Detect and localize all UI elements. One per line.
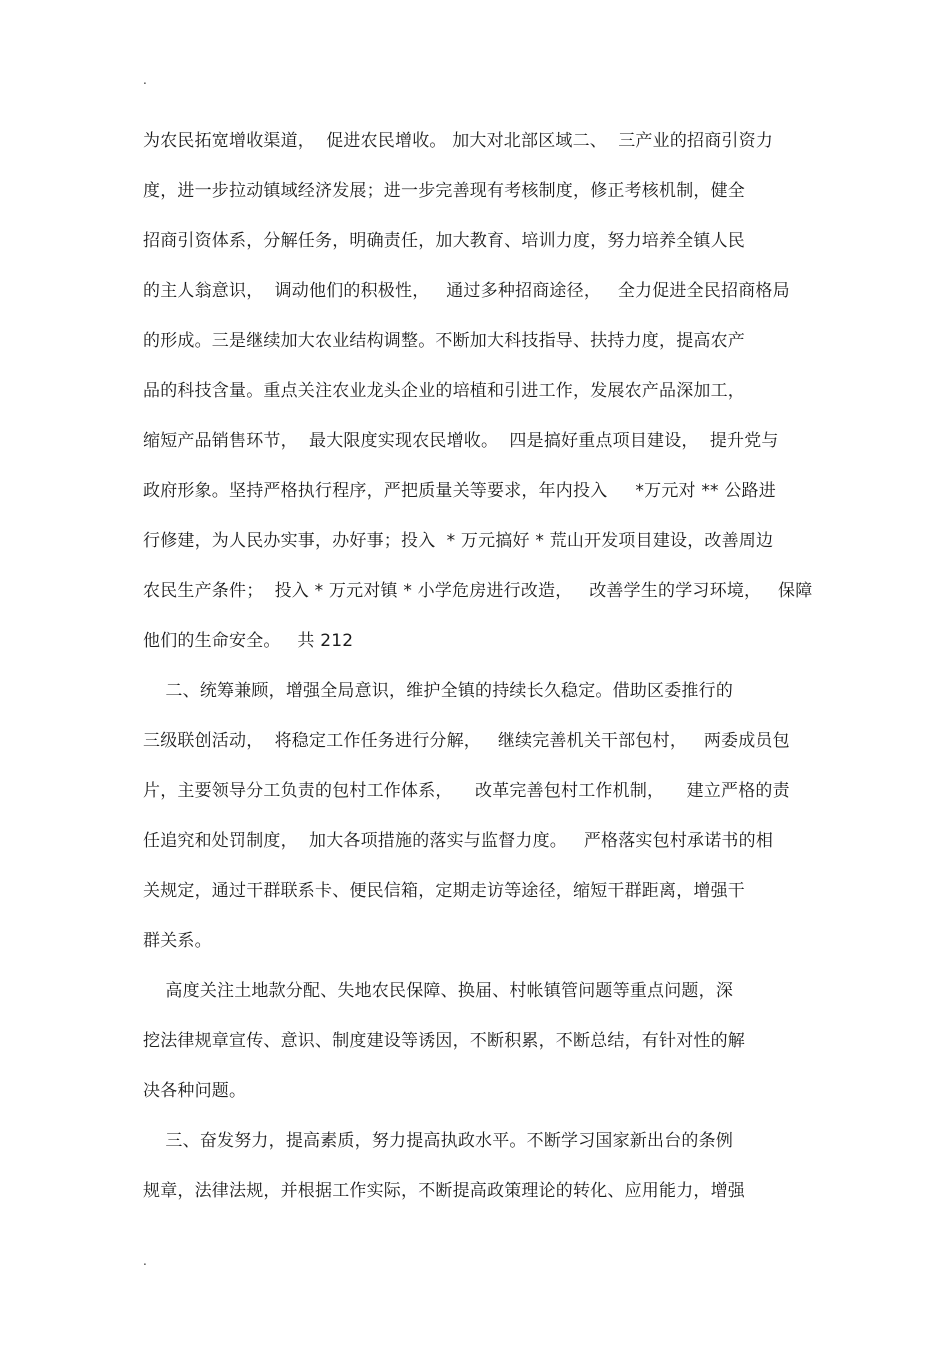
text-line: 他们的生命安全。 共 212 — [143, 631, 354, 651]
text-line: 任追究和处罚制度， 加大各项措施的落实与监督力度。 严格落实包村承诺书的相 — [143, 831, 774, 851]
text-line: 群关系。 — [143, 931, 212, 951]
text-line: 品的科技含量。重点关注农业龙头企业的培植和引进工作，发展农产品深加工， — [143, 381, 745, 401]
text-line: 为农民拓宽增收渠道， 促进农民增收。 加大对北部区域二、 三产业的招商引资力 — [143, 131, 774, 151]
text-line: 度，进一步拉动镇域经济发展；进一步完善现有考核制度，修正考核机制，健全 — [143, 181, 745, 201]
text-line: 的形成。三是继续加大农业结构调整。不断加大科技指导、扶持力度，提高农产 — [143, 331, 745, 351]
text-line: 片，主要领导分工负责的包村工作体系， 改革完善包村工作机制， 建立严格的责 — [143, 781, 790, 801]
text-line: 关规定，通过干群联系卡、便民信箱，定期走访等途径，缩短干群距离，增强干 — [143, 881, 745, 901]
footer-marker: . — [143, 1254, 147, 1268]
text-line: 挖法律规章宣传、意识、制度建设等诱因，不断积累，不断总结，有针对性的解 — [143, 1031, 745, 1051]
text-line: 农民生产条件； 投入 * 万元对镇 * 小学危房进行改造， 改善学生的学习环境， 保障 — [143, 581, 813, 601]
text-line: 三、奋发努力，提高素质，努力提高执政水平。不断学习国家新出台的条例 — [143, 1131, 734, 1151]
text-line: 高度关注土地款分配、失地农民保障、换届、村帐镇管问题等重点问题，深 — [143, 981, 734, 1001]
text-line: 三级联创活动， 将稳定工作任务进行分解， 继续完善机关干部包村， 两委成员包 — [143, 731, 790, 751]
text-line: 决各种问题。 — [143, 1081, 247, 1101]
text-line: 政府形象。坚持严格执行程序，严把质量关等要求，年内投入 *万元对 ** 公路进 — [143, 481, 776, 501]
text-line: 二、统筹兼顾，增强全局意识，维护全镇的持续长久稳定。借助区委推行的 — [143, 681, 734, 701]
text-line: 规章，法律法规，并根据工作实际，不断提高政策理论的转化、应用能力，增强 — [143, 1181, 745, 1201]
text-line: 行修建，为人民办实事，办好事；投入 * 万元搞好 * 荒山开发项目建设，改善周边 — [143, 531, 774, 551]
text-line: 招商引资体系，分解任务，明确责任，加大教育、培训力度，努力培养全镇人民 — [143, 231, 745, 251]
text-line: 的主人翁意识， 调动他们的积极性， 通过多种招商途径， 全力促进全民招商格局 — [143, 281, 790, 301]
text-line: 缩短产品销售环节， 最大限度实现农民增收。 四是搞好重点项目建设， 提升党与 — [143, 431, 779, 451]
header-marker: . — [143, 73, 147, 87]
